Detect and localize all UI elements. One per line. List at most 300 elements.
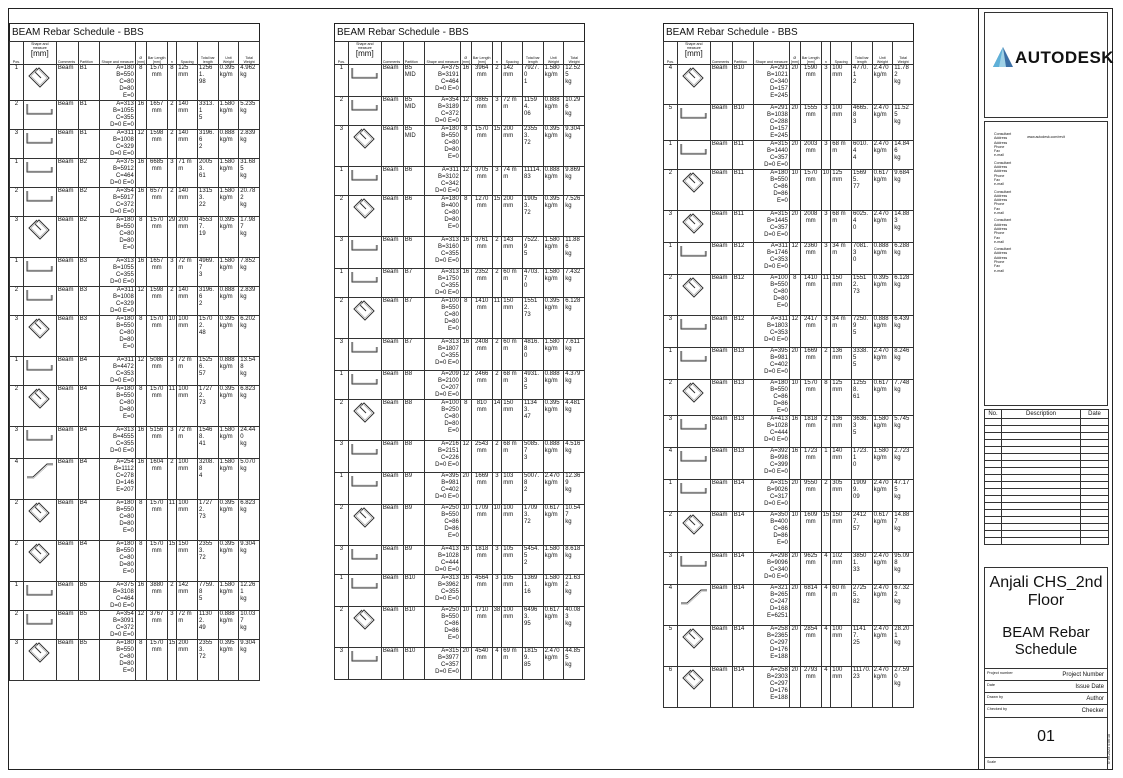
total-weight-cell: 5.745 kg <box>893 416 914 448</box>
revision-row <box>985 475 1109 482</box>
bar-length-cell: 1609 mm <box>800 512 821 553</box>
pos-cell: 3 <box>335 237 349 269</box>
diameter-cell: 12 <box>135 611 146 640</box>
shape-dims-cell: A=313 B=3962 C=355 D=0 E=0 <box>425 575 460 607</box>
spacing-cell: 34 mm <box>831 243 852 275</box>
shape-dims-cell: A=209 B=2100 C=207 D=0 E=0 <box>425 371 460 400</box>
unit-weight-cell: 0.888 kg/m <box>872 316 893 348</box>
revision-cell <box>1081 419 1109 426</box>
table-row <box>664 626 914 667</box>
pos-cell: 2 <box>10 287 24 316</box>
diameter-cell: 16 <box>135 582 146 611</box>
table-row <box>664 416 914 448</box>
spacing-cell: 200 mm <box>502 126 523 167</box>
pos-header-label: Pos. <box>666 59 674 64</box>
comments-cell: Beam <box>710 480 732 512</box>
total-length-cell: 15256. 57 <box>198 357 219 386</box>
partition-cell: B10 <box>403 575 425 607</box>
bar-length-header <box>471 42 492 65</box>
bar-shape-cell <box>348 126 381 167</box>
spacing-cell: 125 mm <box>831 170 852 211</box>
count-cell: 2 <box>492 269 502 298</box>
schedule-title: BEAM Rebar Schedule - BBS <box>663 23 914 41</box>
revision-cell <box>1081 496 1109 503</box>
pos-cell: 2 <box>10 188 24 217</box>
pos-cell: 2 <box>664 380 678 416</box>
spacing-cell: 125 mm <box>831 380 852 416</box>
shape-dims-cell: A=180 B=550 C=86 D=86 E=0 <box>754 380 789 416</box>
count-cell: 3 <box>167 258 177 287</box>
table-row <box>335 196 585 237</box>
bar-shape-cell <box>677 585 710 626</box>
partition-cell: B12 <box>732 316 754 348</box>
partition-header <box>403 42 425 65</box>
table-row <box>10 640 260 681</box>
bar-shape-cell <box>23 287 56 316</box>
comments-cell: Beam <box>710 211 732 243</box>
pos-cell: 5 <box>664 626 678 667</box>
shape-dims-cell: A=375 B=3191 C=464 D=0 E=0 <box>425 65 460 97</box>
total-length-cell: 12558. 61 <box>852 380 873 416</box>
unit-weight-cell: 1.580 kg/m <box>872 448 893 480</box>
spacing-cell: 105 mm <box>502 575 523 607</box>
bar-length-cell: 1410 mm <box>471 298 492 339</box>
pos-cell: 3 <box>335 648 349 680</box>
bar-length-cell: 3865 mm <box>471 97 492 126</box>
diameter-cell: 16 <box>135 258 146 287</box>
pos-cell: 2 <box>335 298 349 339</box>
u-bar-shape-icon <box>350 269 380 285</box>
shape-measure-header-label: Shape and measure <box>426 59 459 64</box>
comments-cell: Beam <box>56 217 78 258</box>
spacing-cell: 100 mm <box>831 667 852 708</box>
partition-cell: B6 <box>403 237 425 269</box>
revision-cell <box>1081 468 1109 475</box>
bent-bar-shape-icon <box>25 459 55 481</box>
shape-dims-cell: A=395 B=981 C=402 D=0 E=0 <box>425 473 460 505</box>
partition-cell: B10 <box>732 105 754 141</box>
consultant-block: Consultant Address Address Phone Fax e-mail <box>994 132 1012 158</box>
revision-cell <box>1002 517 1081 524</box>
total-weight-cell: 6.823 kg <box>239 386 260 427</box>
total-weight-cell: 44.855 kg <box>564 648 585 680</box>
bar-length-cell: 2408 mm <box>471 339 492 371</box>
total-weight-cell: 4.379 kg <box>564 371 585 400</box>
total-length-cell: 15702. 48 <box>198 316 219 357</box>
partition-cell: B5 <box>78 640 100 681</box>
bar-length-cell: 1818 mm <box>471 546 492 575</box>
unit-weight-cell: 1.580 kg/m <box>872 416 893 448</box>
titleblock-field <box>985 704 1107 717</box>
diameter-cell: 20 <box>789 105 800 141</box>
logo-box <box>984 12 1115 139</box>
total-weight-cell: 4.962 kg <box>239 65 260 101</box>
total-length-cell: 11594. 06 <box>523 97 544 126</box>
count-cell: 3 <box>821 211 831 243</box>
shape-header <box>23 42 56 65</box>
unit-weight-cell: 2.470 kg/m <box>872 585 893 626</box>
comments-cell: Beam <box>381 607 403 648</box>
revision-cell <box>1081 524 1109 531</box>
shape-dims-cell: A=313 B=1750 C=355 D=0 E=0 <box>425 269 460 298</box>
spacing-cell: 140 mm <box>177 287 198 316</box>
table-row <box>10 611 260 640</box>
bar-length-cell: 3761 mm <box>471 237 492 269</box>
bar-length-cell: 1598 mm <box>146 287 167 316</box>
revision-cell <box>985 454 1002 461</box>
revision-row <box>985 433 1109 440</box>
bar-shape-cell <box>23 611 56 640</box>
shape-dims-cell: A=315 B=1445 C=357 D=0 E=0 <box>754 211 789 243</box>
revision-cell <box>1002 524 1081 531</box>
count-cell: 11 <box>167 500 177 541</box>
shape-dims-cell: A=100 B=250 C=80 D=80 E=0 <box>425 400 460 441</box>
diameter-cell: 16 <box>460 269 471 298</box>
unit-weight-cell: 1.580 kg/m <box>543 546 564 575</box>
bar-length-header <box>800 42 821 65</box>
shape-dims-cell: A=258 B=2303 C=297 D=176 E=188 <box>754 667 789 708</box>
bar-shape-cell <box>23 541 56 582</box>
consultant-block: Consultant Address Address Phone Fax e-mail <box>994 189 1012 216</box>
count-cell: 2 <box>821 480 831 512</box>
count-cell: 3 <box>821 65 831 105</box>
comments-cell: Beam <box>710 275 732 316</box>
spacing-cell: 150 mm <box>831 512 852 553</box>
revision-table-box <box>984 409 1108 563</box>
stirrup-shape-icon <box>679 65 709 91</box>
comments-cell: Beam <box>56 500 78 541</box>
unit-weight-cell: 2.470 kg/m <box>872 141 893 170</box>
pos-cell: 3 <box>10 130 24 159</box>
partition-cell: B4 <box>78 386 100 427</box>
schedule-title: BEAM Rebar Schedule - BBS <box>9 23 260 41</box>
bar-length-cell: 1570 mm <box>146 217 167 258</box>
schedule-panel-3 <box>663 23 914 708</box>
spacing-cell: 100 mm <box>831 65 852 105</box>
spacing-cell: 74 mm <box>502 167 523 196</box>
shape-measure-header-label: Shape and measure <box>101 59 134 64</box>
bar-shape-cell <box>677 480 710 512</box>
diameter-cell: 10 <box>789 380 800 416</box>
total-weight-cell: 4.481 kg <box>564 400 585 441</box>
bar-length-cell: 6814 mm <box>800 585 821 626</box>
partition-cell: B4 <box>78 427 100 459</box>
table-row <box>664 170 914 211</box>
spacing-cell: 200 mm <box>177 217 198 258</box>
unit-weight-cell: 1.580 kg/m <box>218 459 239 500</box>
comments-cell: Beam <box>710 512 732 553</box>
partition-cell: B6 <box>403 196 425 237</box>
total-length-cell: 7927.0 1 <box>523 65 544 97</box>
count-cell: 2 <box>167 287 177 316</box>
shape-dims-cell: A=313 B=1055 C=355 D=0 E=0 <box>100 101 135 130</box>
diameter-cell: 8 <box>460 196 471 237</box>
total-length-cell: 20053. 61 <box>198 159 219 188</box>
bar-shape-cell <box>23 188 56 217</box>
total-length-cell: 5007.8 2 <box>523 473 544 505</box>
bar-length-cell: 1570 mm <box>471 126 492 167</box>
spacing-header <box>177 42 198 65</box>
spacing-cell: 150 mm <box>502 400 523 441</box>
field-label: Date <box>987 683 996 687</box>
table-row <box>10 258 260 287</box>
diameter-header-label: Ø [mm] <box>461 55 470 64</box>
diameter-cell: 12 <box>789 316 800 348</box>
revision-cell <box>985 475 1002 482</box>
bar-length-header <box>146 42 167 65</box>
shape-dims-cell: A=311 B=4472 C=353 D=0 E=0 <box>100 357 135 386</box>
field-label: Project number <box>987 671 1013 675</box>
pos-cell: 3 <box>10 316 24 357</box>
shape-dims-cell: A=100 B=550 C=80 D=80 E=0 <box>425 298 460 339</box>
bar-length-cell: 5156 mm <box>146 427 167 459</box>
total-length-cell: 15512. 73 <box>523 298 544 339</box>
partition-cell: B10 <box>403 607 425 648</box>
unit-weight-cell: 1.580 kg/m <box>218 582 239 611</box>
unit-weight-cell: 0.395 kg/m <box>543 196 564 237</box>
table-row <box>664 141 914 170</box>
header-row <box>335 42 585 65</box>
partition-cell: B7 <box>403 269 425 298</box>
spacing-cell: 72 mm <box>177 258 198 287</box>
spacing-cell: 100 mm <box>177 500 198 541</box>
u-bar-shape-icon <box>679 243 709 259</box>
unit-weight-header <box>218 42 239 65</box>
shape-dims-cell: A=250 B=550 C=86 D=86 E=0 <box>425 607 460 648</box>
partition-cell: B11 <box>732 141 754 170</box>
stirrup-shape-icon <box>25 541 55 567</box>
comments-cell: Beam <box>381 167 403 196</box>
partition-cell: B14 <box>732 667 754 708</box>
shape-dims-cell: A=311 B=1803 C=353 D=0 E=0 <box>754 316 789 348</box>
diameter-cell: 12 <box>460 167 471 196</box>
shape-dims-cell: A=180 B=550 C=80 D=80 E=0 <box>425 126 460 167</box>
u-bar-shape-icon <box>679 480 709 496</box>
unit-weight-cell: 0.888 kg/m <box>218 130 239 159</box>
shape-dims-cell: A=311 B=1008 C=329 D=0 E=0 <box>100 287 135 316</box>
comments-cell: Beam <box>710 667 732 708</box>
revision-cell <box>1081 440 1109 447</box>
pos-cell: 2 <box>335 505 349 546</box>
table-row <box>664 211 914 243</box>
stirrup-shape-icon <box>679 667 709 693</box>
revision-row <box>985 454 1109 461</box>
title-block <box>978 9 1114 770</box>
stirrup-shape-icon <box>25 217 55 243</box>
total-length-cell: 17093. 72 <box>523 505 544 546</box>
diameter-cell: 12 <box>460 371 471 400</box>
partition-header-label: Partition <box>404 59 418 64</box>
u-bar-shape-icon <box>350 441 380 457</box>
partition-cell: B6 <box>403 167 425 196</box>
diameter-cell: 12 <box>460 441 471 473</box>
total-weight-cell: 9.304 kg <box>564 126 585 167</box>
total-weight-cell: 14.883 kg <box>893 211 914 243</box>
table-row <box>10 287 260 316</box>
partition-cell: B14 <box>732 585 754 626</box>
autodesk-logo-icon <box>992 46 1014 68</box>
spacing-cell: 34 mm <box>831 316 852 348</box>
partition-cell: B1 <box>78 130 100 159</box>
total-length-cell: 7522.9 5 <box>523 237 544 269</box>
print-stamp: 5/ 09-2023 4:06:18 <box>1107 733 1111 764</box>
partition-cell: B13 <box>732 416 754 448</box>
revision-cell <box>1081 510 1109 517</box>
diameter-cell: 16 <box>135 188 146 217</box>
bar-length-cell: 1723 mm <box>800 448 821 480</box>
revision-cell <box>1002 426 1081 433</box>
total-weight-cell: 2.839 kg <box>239 287 260 316</box>
bent-bar-shape-icon <box>679 585 709 607</box>
u-bar-shape-icon <box>25 101 55 117</box>
revision-cell <box>985 468 1002 475</box>
shape-header <box>348 42 381 65</box>
bar-shape-cell <box>348 196 381 237</box>
u-bar-shape-icon <box>679 348 709 364</box>
table-row <box>10 316 260 357</box>
pos-cell: 3 <box>664 211 678 243</box>
comments-cell: Beam <box>381 473 403 505</box>
table-row <box>664 105 914 141</box>
bar-shape-cell <box>677 448 710 480</box>
bar-shape-cell <box>23 500 56 541</box>
comments-cell: Beam <box>710 105 732 141</box>
comments-cell: Beam <box>710 348 732 380</box>
revision-cell <box>1081 454 1109 461</box>
total-weight-cell: 17.987 kg <box>239 217 260 258</box>
total-length-cell: 17272. 73 <box>198 500 219 541</box>
count-cell: 4 <box>821 585 831 626</box>
bar-length-cell: 1570 mm <box>146 386 167 427</box>
table-row <box>10 159 260 188</box>
bar-length-cell: 1555 mm <box>800 105 821 141</box>
table-row <box>664 480 914 512</box>
autodesk-url: www.autodesk.com/revit <box>1027 135 1065 139</box>
comments-cell: Beam <box>56 459 78 500</box>
count-cell: 3 <box>167 357 177 386</box>
revision-row <box>985 482 1109 489</box>
bar-shape-cell <box>23 427 56 459</box>
comments-cell: Beam <box>710 170 732 211</box>
diameter-cell: 20 <box>789 348 800 380</box>
spacing-cell: 305 mm <box>831 480 852 512</box>
table-row <box>335 441 585 473</box>
comments-cell: Beam <box>56 258 78 287</box>
diameter-cell: 20 <box>789 65 800 105</box>
spacing-cell: 150 mm <box>177 541 198 582</box>
spacing-cell: 150 mm <box>831 275 852 316</box>
stirrup-shape-icon <box>350 196 380 222</box>
shape-measure-header <box>425 42 460 65</box>
rev-description-header: Description <box>1002 410 1081 419</box>
consultants-box <box>984 121 1108 406</box>
comments-cell: Beam <box>381 65 403 97</box>
total-length-cell: 5085.7 3 <box>523 441 544 473</box>
shape-dims-cell: A=180 B=550 C=80 D=80 E=0 <box>100 316 135 357</box>
table-row <box>664 512 914 553</box>
count-cell: 3 <box>821 243 831 275</box>
bar-shape-cell <box>677 316 710 348</box>
pos-cell: 3 <box>335 339 349 371</box>
stirrup-shape-icon <box>679 626 709 652</box>
bar-shape-cell <box>677 211 710 243</box>
partition-header <box>732 42 754 65</box>
total-length-cell: 6025.4 0 <box>852 211 873 243</box>
bar-shape-cell <box>23 130 56 159</box>
count-cell: 2 <box>167 130 177 159</box>
revision-cell <box>1002 468 1081 475</box>
consultant-block: Consultant Address Address Phone Fax e-mail <box>994 160 1012 187</box>
revision-row <box>985 524 1109 531</box>
spacing-header <box>502 42 523 65</box>
table-row <box>335 505 585 546</box>
bar-length-cell: 1709 mm <box>471 505 492 546</box>
shape-dims-cell: A=180 B=550 C=80 D=80 E=0 <box>100 386 135 427</box>
spacing-cell: 100 mm <box>502 505 523 546</box>
total-length-cell: 15512. 73 <box>852 275 873 316</box>
table-row <box>664 585 914 626</box>
bar-shape-cell <box>23 459 56 500</box>
revision-cell <box>985 531 1002 538</box>
table-row <box>664 667 914 708</box>
unit-weight-header <box>872 42 893 65</box>
table-row <box>335 65 585 97</box>
bar-shape-cell <box>677 348 710 380</box>
comments-cell: Beam <box>381 371 403 400</box>
shape-dims-cell: A=321 B=265 C=247 D=168 E=6251 <box>754 585 789 626</box>
count-cell: 11 <box>492 298 502 339</box>
partition-cell: B9 <box>403 505 425 546</box>
partition-cell: B8 <box>403 371 425 400</box>
shape-dims-cell: A=258 B=2365 C=297 D=176 E=188 <box>754 626 789 667</box>
u-bar-shape-icon <box>25 427 55 443</box>
revision-row <box>985 489 1109 496</box>
bar-shape-cell <box>677 141 710 170</box>
partition-cell: B3 <box>78 287 100 316</box>
partition-cell: B1 <box>78 65 100 101</box>
count-cell: 3 <box>167 611 177 640</box>
u-bar-shape-icon <box>25 188 55 204</box>
bar-length-cell: 2543 mm <box>471 441 492 473</box>
revision-cell <box>1081 447 1109 454</box>
count-cell: 3 <box>167 427 177 459</box>
u-bar-shape-icon <box>25 611 55 627</box>
bar-shape-cell <box>348 441 381 473</box>
spacing-cell: 100 mm <box>831 626 852 667</box>
bar-length-cell: 2854 mm <box>800 626 821 667</box>
partition-cell: B4 <box>78 357 100 386</box>
comments-cell: Beam <box>56 159 78 188</box>
total-weight-cell: 6.128 kg <box>893 275 914 316</box>
pos-cell: 2 <box>10 541 24 582</box>
bar-shape-cell <box>348 339 381 371</box>
total-weight-cell: 67.322 kg <box>893 585 914 626</box>
pos-cell: 3 <box>664 416 678 448</box>
revision-row <box>985 447 1109 454</box>
comments-cell: Beam <box>710 65 732 105</box>
unit-weight-cell: 0.395 kg/m <box>218 500 239 541</box>
bar-length-cell: 2003 mm <box>800 141 821 170</box>
count-cell: 10 <box>492 505 502 546</box>
total-weight-cell: 6.823 kg <box>239 500 260 541</box>
bar-length-cell: 2466 mm <box>471 371 492 400</box>
diameter-cell: 8 <box>135 541 146 582</box>
total-weight-cell: 10.296 kg <box>564 97 585 126</box>
revision-row <box>985 461 1109 468</box>
stirrup-shape-icon <box>679 275 709 301</box>
bar-shape-cell <box>23 101 56 130</box>
revision-cell <box>985 524 1002 531</box>
